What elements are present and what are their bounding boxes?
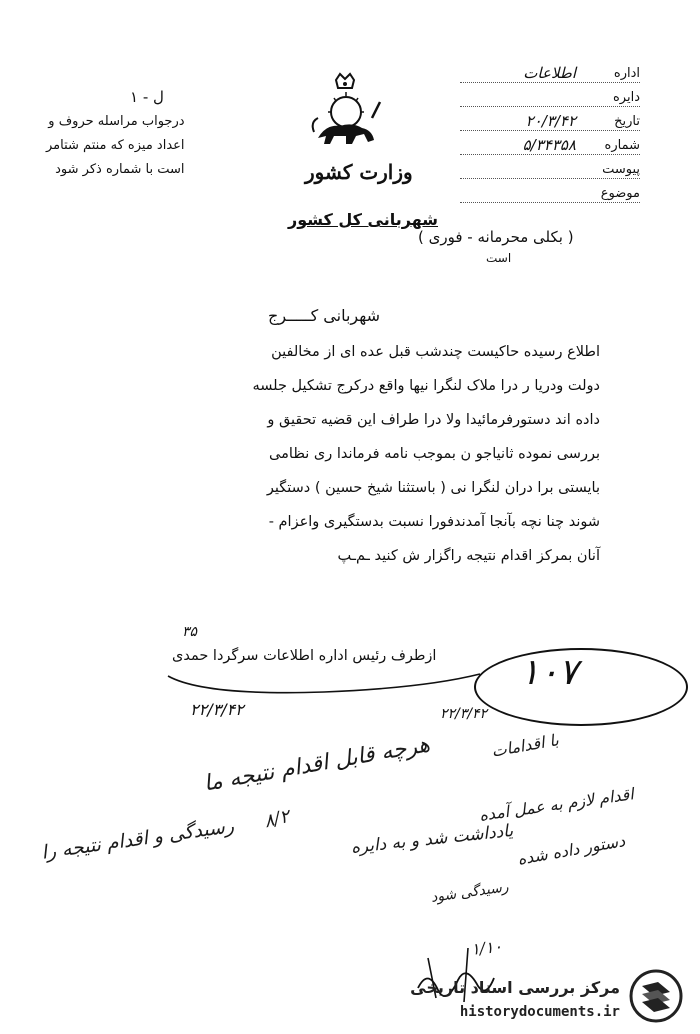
signature-number: ۳۵ [182,624,198,640]
handwritten-note: اقدام لازم به عمل آمده [478,784,635,825]
handwritten-note: یادداشت ‌شد و به دایره [350,820,515,858]
police-hq-title: شهربانی کل کشور [288,210,439,229]
field-value: ۵/۳۴۳۵۸ [522,136,576,154]
field-label: پیوست [602,162,640,177]
classification-sub: است [486,251,512,265]
field-value: ۲۰/۳/۴۲ [525,112,576,130]
field-label: دایره [612,90,640,105]
handwritten-note: با اقدامات [490,730,561,761]
handwritten-note: ۱/۱۰ [470,936,503,959]
watermark-title: مرکز بررسی اسناد تاریخی [410,978,620,997]
registration-number: ۱۰۷ [520,652,579,693]
field-section [460,86,640,107]
field-label: موضوع [600,186,640,201]
letter-line: دولت ودریا ر درا ملاک لنگرا نیها واقع درکرج تشکیل جلسه [252,378,600,394]
field-department [460,62,640,83]
letter-salutation: شهربانی کـــــرج [268,306,381,325]
field-label: تاریخ [614,114,640,129]
field-label: اداره [613,66,640,81]
signature-line: ازطرف رئیس اداره اطلاعات سرگردا حمدی [172,648,437,664]
letter-line: بایستی برا دران لنگرا نی ( باستثنا شیخ حسین ) دستگیر [266,480,600,496]
ministry-title: وزارت کشور [305,160,413,184]
reference-code: ل - ۱ [130,88,164,106]
watermark-url: historydocuments.ir [459,1004,620,1020]
field-label: شماره [604,138,640,153]
reply-note-line: اعداد میزه که منتم شتامر [46,138,185,153]
reply-note-line: درجواب مراسله حروف و [48,114,185,129]
archive-logo-icon [628,968,684,1024]
handwritten-note: رسیدگی و اقدام نتیجه را [40,814,236,864]
letter-line: اطلاع رسیده حاکیست چندشب قبل عده ای از مخالفین [271,344,600,360]
registration-oval [474,648,688,726]
date-left: ۲۲/۳/۴۲ [190,700,244,719]
handwritten-note: دستور داده شده [516,831,627,869]
signature-swoosh [164,668,484,698]
field-attachment [460,158,640,179]
field-date [460,110,640,131]
reply-instruction [46,110,185,182]
field-subject [460,182,640,203]
registration-date: ۲۲/۳/۴۲ [440,706,488,722]
classification-label: ( بکلی محرمانه - فوری ) [418,228,574,246]
handwritten-note: ۸/۲ [262,805,292,833]
lion-and-sun-emblem-icon [306,72,384,152]
reply-note-line: است با شماره ذکر شود [55,162,185,177]
field-number [460,134,640,155]
field-value: اطلاعات [523,64,576,82]
letter-line: شوند چنا نچه بآنجا آمدندفورا نسبت بدستگیری واعزام - [268,514,600,530]
letter-line: بررسی نموده ثانیاجو ن بموجب نامه فرماندا ری نظامی [269,446,600,462]
letter-line: داده اند دستورفرمائیدا ولا درا طراف این قضیه تحقیق و [267,412,600,428]
handwritten-note: هرچه قابل اقدام نتیجه ما [202,732,432,797]
handwritten-note: رسیدگی ‌شود [430,879,510,906]
letter-line: آنان بمرکز اقدام نتیجه راگزار ش کنید ‌ـم‌ـپ [337,548,600,564]
